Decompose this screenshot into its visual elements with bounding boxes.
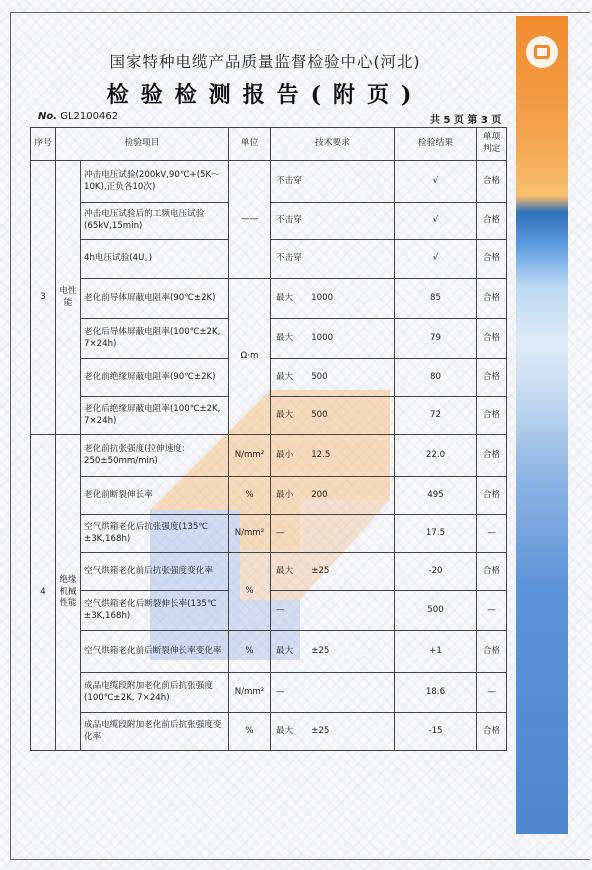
cell-judgement: 合格 xyxy=(477,279,507,319)
cell-result: 85 xyxy=(395,279,477,319)
requirement-prefix: 最大 xyxy=(276,725,294,736)
cell-unit: —— xyxy=(229,161,271,279)
cell-result: 495 xyxy=(395,477,477,515)
cell-unit: N/mm² xyxy=(229,673,271,713)
table-row xyxy=(31,713,507,751)
requirement-prefix: — xyxy=(276,686,285,697)
cell-judgement: 合格 xyxy=(477,553,507,591)
cell-judgement: 合格 xyxy=(477,631,507,673)
requirement-value: 200 xyxy=(311,489,328,500)
report-title: 检验检测报告(附页) xyxy=(106,82,424,108)
table-row xyxy=(31,435,507,477)
cell-item: 空气烘箱老化前后抗张强度变化率 xyxy=(81,553,229,591)
cell-item: 老化前抗张强度(拉伸速度: 250±50mm/min) xyxy=(81,435,229,477)
requirement-prefix: 最大 xyxy=(276,409,294,420)
cell-requirement xyxy=(271,477,395,515)
cell-requirement xyxy=(271,435,395,477)
cell-item: 冲击电压试验(200kV,90℃+(5K～10K),正负各10次) xyxy=(81,161,229,203)
cell-item: 成品电缆段附加老化前后抗张强度(100℃±2K, 7×24h) xyxy=(81,673,229,713)
cell-unit: % xyxy=(229,477,271,515)
cell-category: 绝缘机械性能 xyxy=(56,435,81,751)
header-unit: 单位 xyxy=(229,128,271,161)
cell-item: 老化后绝缘屏蔽电阻率(100℃±2K, 7×24h) xyxy=(81,397,229,435)
cell-requirement xyxy=(271,673,395,713)
cell-judgement: 合格 xyxy=(477,359,507,397)
cell-item: 老化前绝缘屏蔽电阻率(90℃±2K) xyxy=(81,359,229,397)
requirement-prefix: — xyxy=(276,527,285,538)
requirement-prefix: — xyxy=(276,604,285,615)
cell-unit: % xyxy=(229,631,271,673)
cell-item: 成品电缆段附加老化前后抗张强度变化率 xyxy=(81,713,229,751)
requirement-prefix: 最大 xyxy=(276,292,294,303)
cell-seq: 4 xyxy=(31,435,56,751)
header-seq: 序号 xyxy=(31,128,56,161)
requirement-prefix: 最大 xyxy=(276,371,294,382)
requirement-value: ±25 xyxy=(311,725,330,736)
cell-result: 17.5 xyxy=(395,515,477,553)
requirement-prefix: 不击穿 xyxy=(276,175,302,186)
cell-item: 空气烘箱老化后抗张强度(135℃±3K,168h) xyxy=(81,515,229,553)
cell-item: 4h电压试验(4U。) xyxy=(81,240,229,279)
cell-result: 80 xyxy=(395,359,477,397)
requirement-value: 500 xyxy=(311,371,328,382)
cell-result: √ xyxy=(395,203,477,240)
cell-judgement: 合格 xyxy=(477,477,507,515)
logo-icon xyxy=(526,36,558,68)
cell-requirement xyxy=(271,591,395,631)
cell-requirement xyxy=(271,240,395,279)
cell-requirement xyxy=(271,359,395,397)
cell-judgement: — xyxy=(477,515,507,553)
requirement-prefix: 不击穿 xyxy=(276,253,302,264)
cell-item: 老化前断裂伸长率 xyxy=(81,477,229,515)
cell-requirement xyxy=(271,631,395,673)
report-number xyxy=(38,111,118,122)
cell-result: 72 xyxy=(395,397,477,435)
requirement-value: 500 xyxy=(311,409,328,420)
cell-category: 电性能 xyxy=(56,161,81,435)
table-row xyxy=(31,673,507,713)
cell-judgement: 合格 xyxy=(477,240,507,279)
cell-judgement: 合格 xyxy=(477,203,507,240)
requirement-value: 1000 xyxy=(311,292,334,303)
cell-judgement: — xyxy=(477,591,507,631)
cell-item: 空气烘箱老化后断裂伸长率(135℃±3K,168h) xyxy=(81,591,229,631)
requirement-prefix: 最小 xyxy=(276,449,294,460)
cell-requirement xyxy=(271,515,395,553)
table-row xyxy=(31,515,507,553)
cell-result: -20 xyxy=(395,553,477,591)
cell-result: 500 xyxy=(395,591,477,631)
cell-unit: N/mm² xyxy=(229,435,271,477)
decorative-sidebar xyxy=(516,16,568,834)
org-name: 国家特种电缆产品质量监督检验中心(河北) xyxy=(109,53,421,71)
cell-item: 老化后导体屏蔽电阻率(100℃±2K, 7×24h) xyxy=(81,319,229,359)
cell-result: +1 xyxy=(395,631,477,673)
table-header-row xyxy=(31,128,507,161)
table-row xyxy=(31,631,507,673)
requirement-prefix: 最小 xyxy=(276,489,294,500)
cell-result: -15 xyxy=(395,713,477,751)
header-requirement: 技术要求 xyxy=(271,128,395,161)
table-row xyxy=(31,161,507,203)
header-judgement: 单项判定 xyxy=(477,128,507,161)
cell-unit: Ω·m xyxy=(229,279,271,435)
requirement-value: 12.5 xyxy=(311,449,331,460)
cell-requirement xyxy=(271,203,395,240)
cell-judgement: — xyxy=(477,673,507,713)
page-info: 共 5 页 第 3 页 xyxy=(430,115,502,126)
cell-result: √ xyxy=(395,240,477,279)
table-row xyxy=(31,477,507,515)
cell-judgement: 合格 xyxy=(477,161,507,203)
cell-item: 空气烘箱老化前后断裂伸长率变化率 xyxy=(81,631,229,673)
cell-requirement xyxy=(271,279,395,319)
cell-judgement: 合格 xyxy=(477,713,507,751)
header-result: 检验结果 xyxy=(395,128,477,161)
cell-seq: 3 xyxy=(31,161,56,435)
cell-requirement xyxy=(271,319,395,359)
cell-item: 老化前导体屏蔽电阻率(90℃±2K) xyxy=(81,279,229,319)
cell-judgement: 合格 xyxy=(477,319,507,359)
requirement-prefix: 不击穿 xyxy=(276,215,302,226)
inspection-table xyxy=(30,127,507,751)
report-number-value: GL2100462 xyxy=(60,111,119,122)
requirement-value: ±25 xyxy=(311,645,330,656)
requirement-prefix: 最大 xyxy=(276,645,294,656)
requirement-value: ±25 xyxy=(311,565,330,576)
cell-result: 79 xyxy=(395,319,477,359)
cell-requirement xyxy=(271,397,395,435)
table-row xyxy=(31,279,507,319)
cell-judgement: 合格 xyxy=(477,435,507,477)
report-number-prefix: No. xyxy=(38,111,58,122)
cell-result: √ xyxy=(395,161,477,203)
requirement-prefix: 最大 xyxy=(276,565,294,576)
cell-judgement: 合格 xyxy=(477,397,507,435)
table-row xyxy=(31,553,507,591)
requirement-prefix: 最大 xyxy=(276,332,294,343)
cell-requirement xyxy=(271,161,395,203)
cell-result: 22.0 xyxy=(395,435,477,477)
requirement-value: 1000 xyxy=(311,332,334,343)
cell-unit: N/mm² xyxy=(229,515,271,553)
cell-unit: % xyxy=(229,713,271,751)
cell-item: 冲击电压试验后的工频电压试验(65kV,15min) xyxy=(81,203,229,240)
cell-unit: % xyxy=(229,553,271,631)
cell-result: 18.6 xyxy=(395,673,477,713)
header-item: 检验项目 xyxy=(56,128,229,161)
cell-requirement xyxy=(271,713,395,751)
cell-requirement xyxy=(271,553,395,591)
